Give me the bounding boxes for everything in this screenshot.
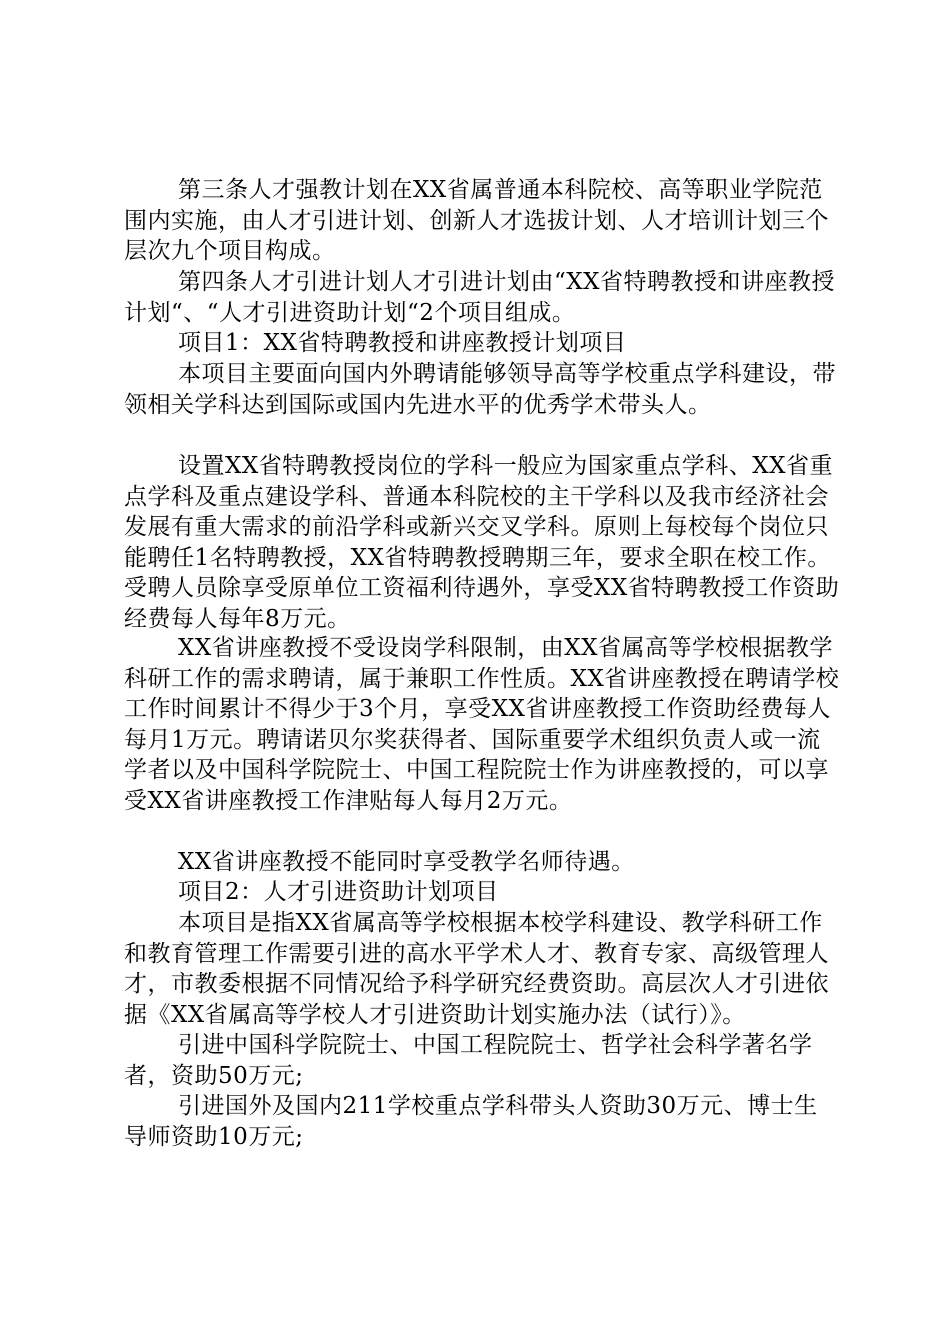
paragraph-article-3: 第三条人才强教计划在XX省属普通本科院校、高等职业学院范围内实施，由人才引进计划、创新人才选拔计划、人才培训计划三个层次九个项目构成。 <box>124 177 829 264</box>
paragraph-project-2-intro: 本项目是指XX省属高等学校根据本校学科建设、教学科研工作和教育管理工作需要引进的高水平学术人才、教育专家、高级管理人才，市教委根据不同情况给予科学研究经费资助。高层次人才引进依据《XX省属高等学校人才引进资助计划实施办法（试行）》。 <box>124 910 829 1028</box>
paragraph-funding-leaders: 引进国外及国内211学校重点学科带头人资助30万元、博士生导师资助10万元; <box>124 1093 818 1150</box>
heading-project-2: 项目2：人才引进资助计划项目 <box>178 879 499 905</box>
paragraph-funding-academicians: 引进中国科学院院士、中国工程院院士、哲学社会科学著名学者，资助50万元; <box>124 1032 813 1089</box>
paragraph-project-1-intro: 本项目主要面向国内外聘请能够领导高等学校重点学科建设，带领相关学科达到国际或国内先进水平的优秀学术带头人。 <box>124 361 836 418</box>
paragraph-chair-professor-note: XX省讲座教授不能同时享受教学名师待遇。 <box>178 849 635 875</box>
heading-project-1: 项目1：XX省特聘教授和讲座教授计划项目 <box>178 330 627 356</box>
paragraph-chair-professor: XX省讲座教授不受设岗学科限制，由XX省属高等学校根据教学科研工作的需求聘请，属于兼职工作性质。XX省讲座教授在聘请学校工作时间累计不得少于3个月，享受XX省讲座教授工作资助经费每人每月1万元。聘请诺贝尔奖获得者、国际重要学术组织负责人或一流学者以及中国科学院院士、中国工程院院士作为讲座教授的，可以享受XX省讲座教授工作津贴每人每月2万元。 <box>124 635 840 814</box>
paragraph-distinguished-professor: 设置XX省特聘教授岗位的学科一般应为国家重点学科、XX省重点学科及重点建设学科、普通本科院校的主干学科以及我市经济社会发展有重大需求的前沿学科或新兴交叉学科。原则上每校每个岗位只能聘任1名特聘教授，XX省特聘教授聘期三年，要求全职在校工作。受聘人员除享受原单位工资福利待遇外，享受XX省特聘教授工作资助经费每人每年8万元。 <box>124 453 840 632</box>
paragraph-article-4: 第四条人才引进计划人才引进计划由“XX省特聘教授和讲座教授计划“、“人才引进资助计划“2个项目组成。 <box>124 269 836 326</box>
